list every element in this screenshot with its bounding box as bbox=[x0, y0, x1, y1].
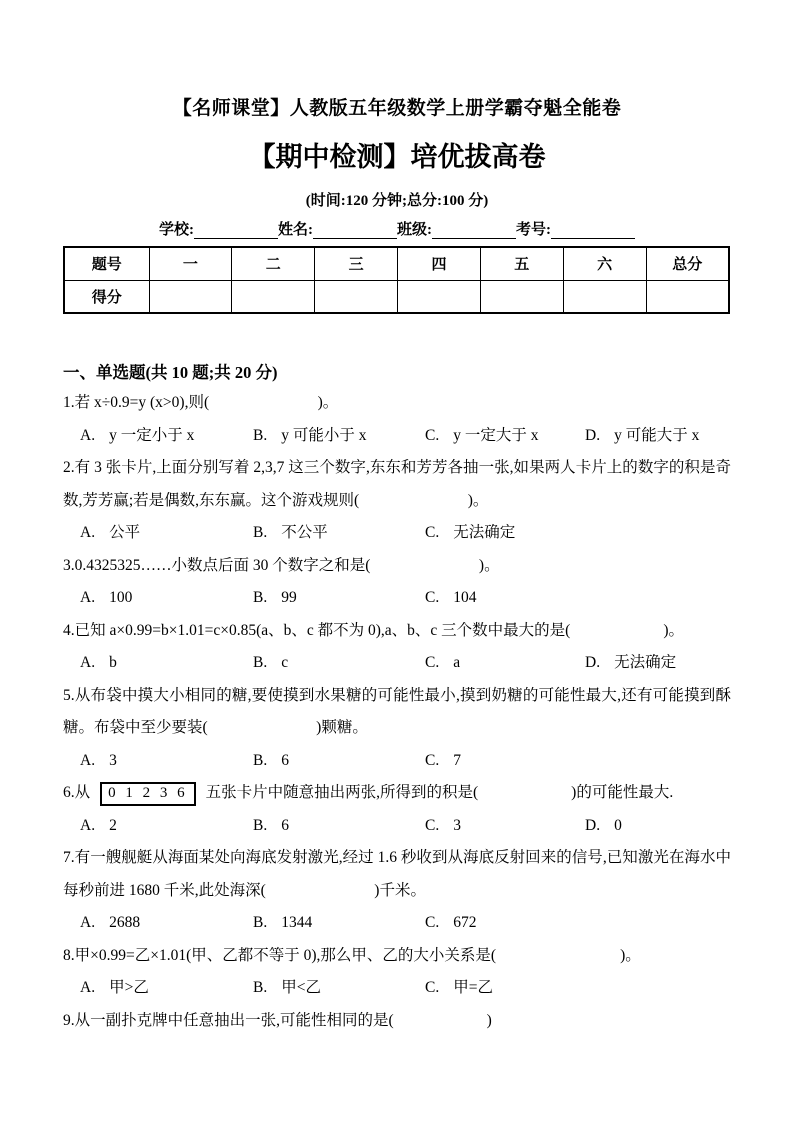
class-blank[interactable] bbox=[432, 223, 516, 239]
score-table bbox=[63, 246, 730, 314]
option-b: B. y 可能小于 x bbox=[253, 426, 367, 444]
option-d: D. 无法确定 bbox=[585, 654, 677, 671]
question-9-stem: 9.从一副扑克牌中任意抽出一张,可能性相同的是( ) bbox=[63, 1011, 492, 1029]
exam-info-line: (时间:120 分钟;总分:100 分) bbox=[305, 193, 489, 209]
score-table-header-cell: 三 bbox=[315, 247, 398, 280]
score-table-header-cell: 二 bbox=[232, 247, 315, 280]
option-c: C. 甲=乙 bbox=[425, 979, 493, 996]
option-b: B. 甲<乙 bbox=[253, 979, 321, 996]
score-table-header-cell: 总分 bbox=[646, 247, 729, 280]
option-c: C. 7 bbox=[425, 751, 461, 769]
option-c: C. y 一定大于 x bbox=[425, 426, 539, 444]
question-1-stem: 1.若 x÷0.9=y (x>0),则( )。 bbox=[63, 394, 339, 411]
option-b: B. c bbox=[253, 654, 289, 671]
option-b: B. 1344 bbox=[253, 914, 313, 931]
option-a: A. b bbox=[80, 654, 117, 671]
section-heading: 一、单选题(共 10 题;共 20 分) bbox=[63, 363, 278, 382]
option-b: B. 6 bbox=[253, 816, 289, 834]
student-info-line bbox=[63, 218, 731, 239]
option-a: A. 3 bbox=[80, 751, 117, 769]
score-table-header-cell: 一 bbox=[149, 247, 232, 280]
score-cell[interactable] bbox=[149, 280, 232, 313]
number-cards-digits: 0 1 2 3 6 bbox=[108, 785, 188, 801]
question-8-stem: 8.甲×0.99=乙×1.01(甲、乙都不等于 0),那么甲、乙的大小关系是( )。 bbox=[63, 946, 641, 964]
question-7-options bbox=[63, 907, 731, 940]
question-2-stem: 2.有 3 张卡片,上面分别写着 2,3,7 这三个数字,东东和芳芳各抽一张,如果两人卡片上的数字的积是奇数,芳芳赢;若是偶数,东东赢。这个游戏规则( )。 bbox=[63, 459, 731, 509]
score-cell[interactable] bbox=[563, 280, 646, 313]
score-cell[interactable] bbox=[232, 280, 315, 313]
option-c: C. 672 bbox=[425, 914, 477, 931]
question-7-stem: 7.有一艘舰艇从海面某处向海底发射激光,经过 1.6 秒收到从海底反射回来的信号,已知激光在海水中每秒前进 1680 千米,此处海深( )千米。 bbox=[63, 849, 731, 899]
exam-number-label: 考号: bbox=[516, 222, 551, 238]
score-cell[interactable] bbox=[398, 280, 481, 313]
question-8-options bbox=[63, 972, 731, 1005]
score-table-header-row bbox=[64, 247, 729, 280]
question-3-options bbox=[63, 582, 731, 615]
number-cards-box bbox=[100, 782, 196, 806]
school-label: 学校: bbox=[159, 222, 194, 238]
question-4-stem: 4.已知 a×0.99=b×1.01=c×0.85(a、b、c 都不为 0),a、b、c 三个数中最大的是( )。 bbox=[63, 621, 685, 639]
option-a: A. 公平 bbox=[80, 524, 141, 541]
option-a: A. 2 bbox=[80, 816, 117, 834]
option-d: D. 0 bbox=[585, 816, 622, 834]
question-5-options bbox=[63, 745, 731, 778]
option-a: A. 100 bbox=[80, 589, 133, 606]
score-cell[interactable] bbox=[646, 280, 729, 313]
score-cell[interactable] bbox=[315, 280, 398, 313]
class-field bbox=[397, 218, 516, 239]
option-b: B. 不公平 bbox=[253, 524, 328, 541]
option-c: C. 无法确定 bbox=[425, 524, 516, 541]
score-table-score-row bbox=[64, 280, 729, 313]
score-table-header-cell: 四 bbox=[398, 247, 481, 280]
option-d: D. y 可能大于 x bbox=[585, 426, 700, 444]
option-b: B. 6 bbox=[253, 751, 289, 769]
option-a: A. 2688 bbox=[80, 914, 141, 931]
exam-series-title: 【名师课堂】人教版五年级数学上册学霸夺魁全能卷 bbox=[172, 98, 622, 119]
question-6-stem: 6.从 0 1 2 3 6 五张卡片中随意抽出两张,所得到的积是( )的可能性最大. bbox=[63, 777, 731, 810]
score-cell[interactable] bbox=[480, 280, 563, 313]
exam-number-blank[interactable] bbox=[551, 223, 635, 239]
score-row-label: 得分 bbox=[64, 280, 149, 313]
option-a: A. y 一定小于 x bbox=[80, 426, 195, 444]
score-table-header-cell: 题号 bbox=[64, 247, 149, 280]
question-6-options bbox=[63, 810, 731, 843]
school-blank[interactable] bbox=[194, 223, 278, 239]
class-label: 班级: bbox=[397, 222, 432, 238]
exam-number-field bbox=[516, 218, 635, 239]
question-1-options bbox=[63, 420, 731, 453]
question-3-stem: 3.0.4325325……小数点后面 30 个数字之和是( )。 bbox=[63, 556, 500, 574]
option-c: C. 3 bbox=[425, 816, 461, 834]
question-5-stem: 5.从布袋中摸大小相同的糖,要使摸到水果糖的可能性最小,摸到奶糖的可能性最大,还有可能摸到酥糖。布袋中至少要装( )颗糖。 bbox=[63, 686, 731, 736]
question-2-options bbox=[63, 517, 731, 550]
questions-list bbox=[63, 387, 731, 1037]
score-table-header-cell: 五 bbox=[480, 247, 563, 280]
option-c: C. a bbox=[425, 654, 461, 671]
name-blank[interactable] bbox=[313, 223, 397, 239]
score-table-header-cell: 六 bbox=[563, 247, 646, 280]
name-field bbox=[278, 218, 397, 239]
option-a: A. 甲>乙 bbox=[80, 979, 149, 996]
option-c: C. 104 bbox=[425, 589, 477, 606]
name-label: 姓名: bbox=[278, 222, 313, 238]
question-4-options bbox=[63, 647, 731, 680]
exam-title: 【期中检测】培优拔高卷 bbox=[248, 142, 546, 172]
school-field bbox=[159, 218, 278, 239]
option-b: B. 99 bbox=[253, 589, 297, 606]
